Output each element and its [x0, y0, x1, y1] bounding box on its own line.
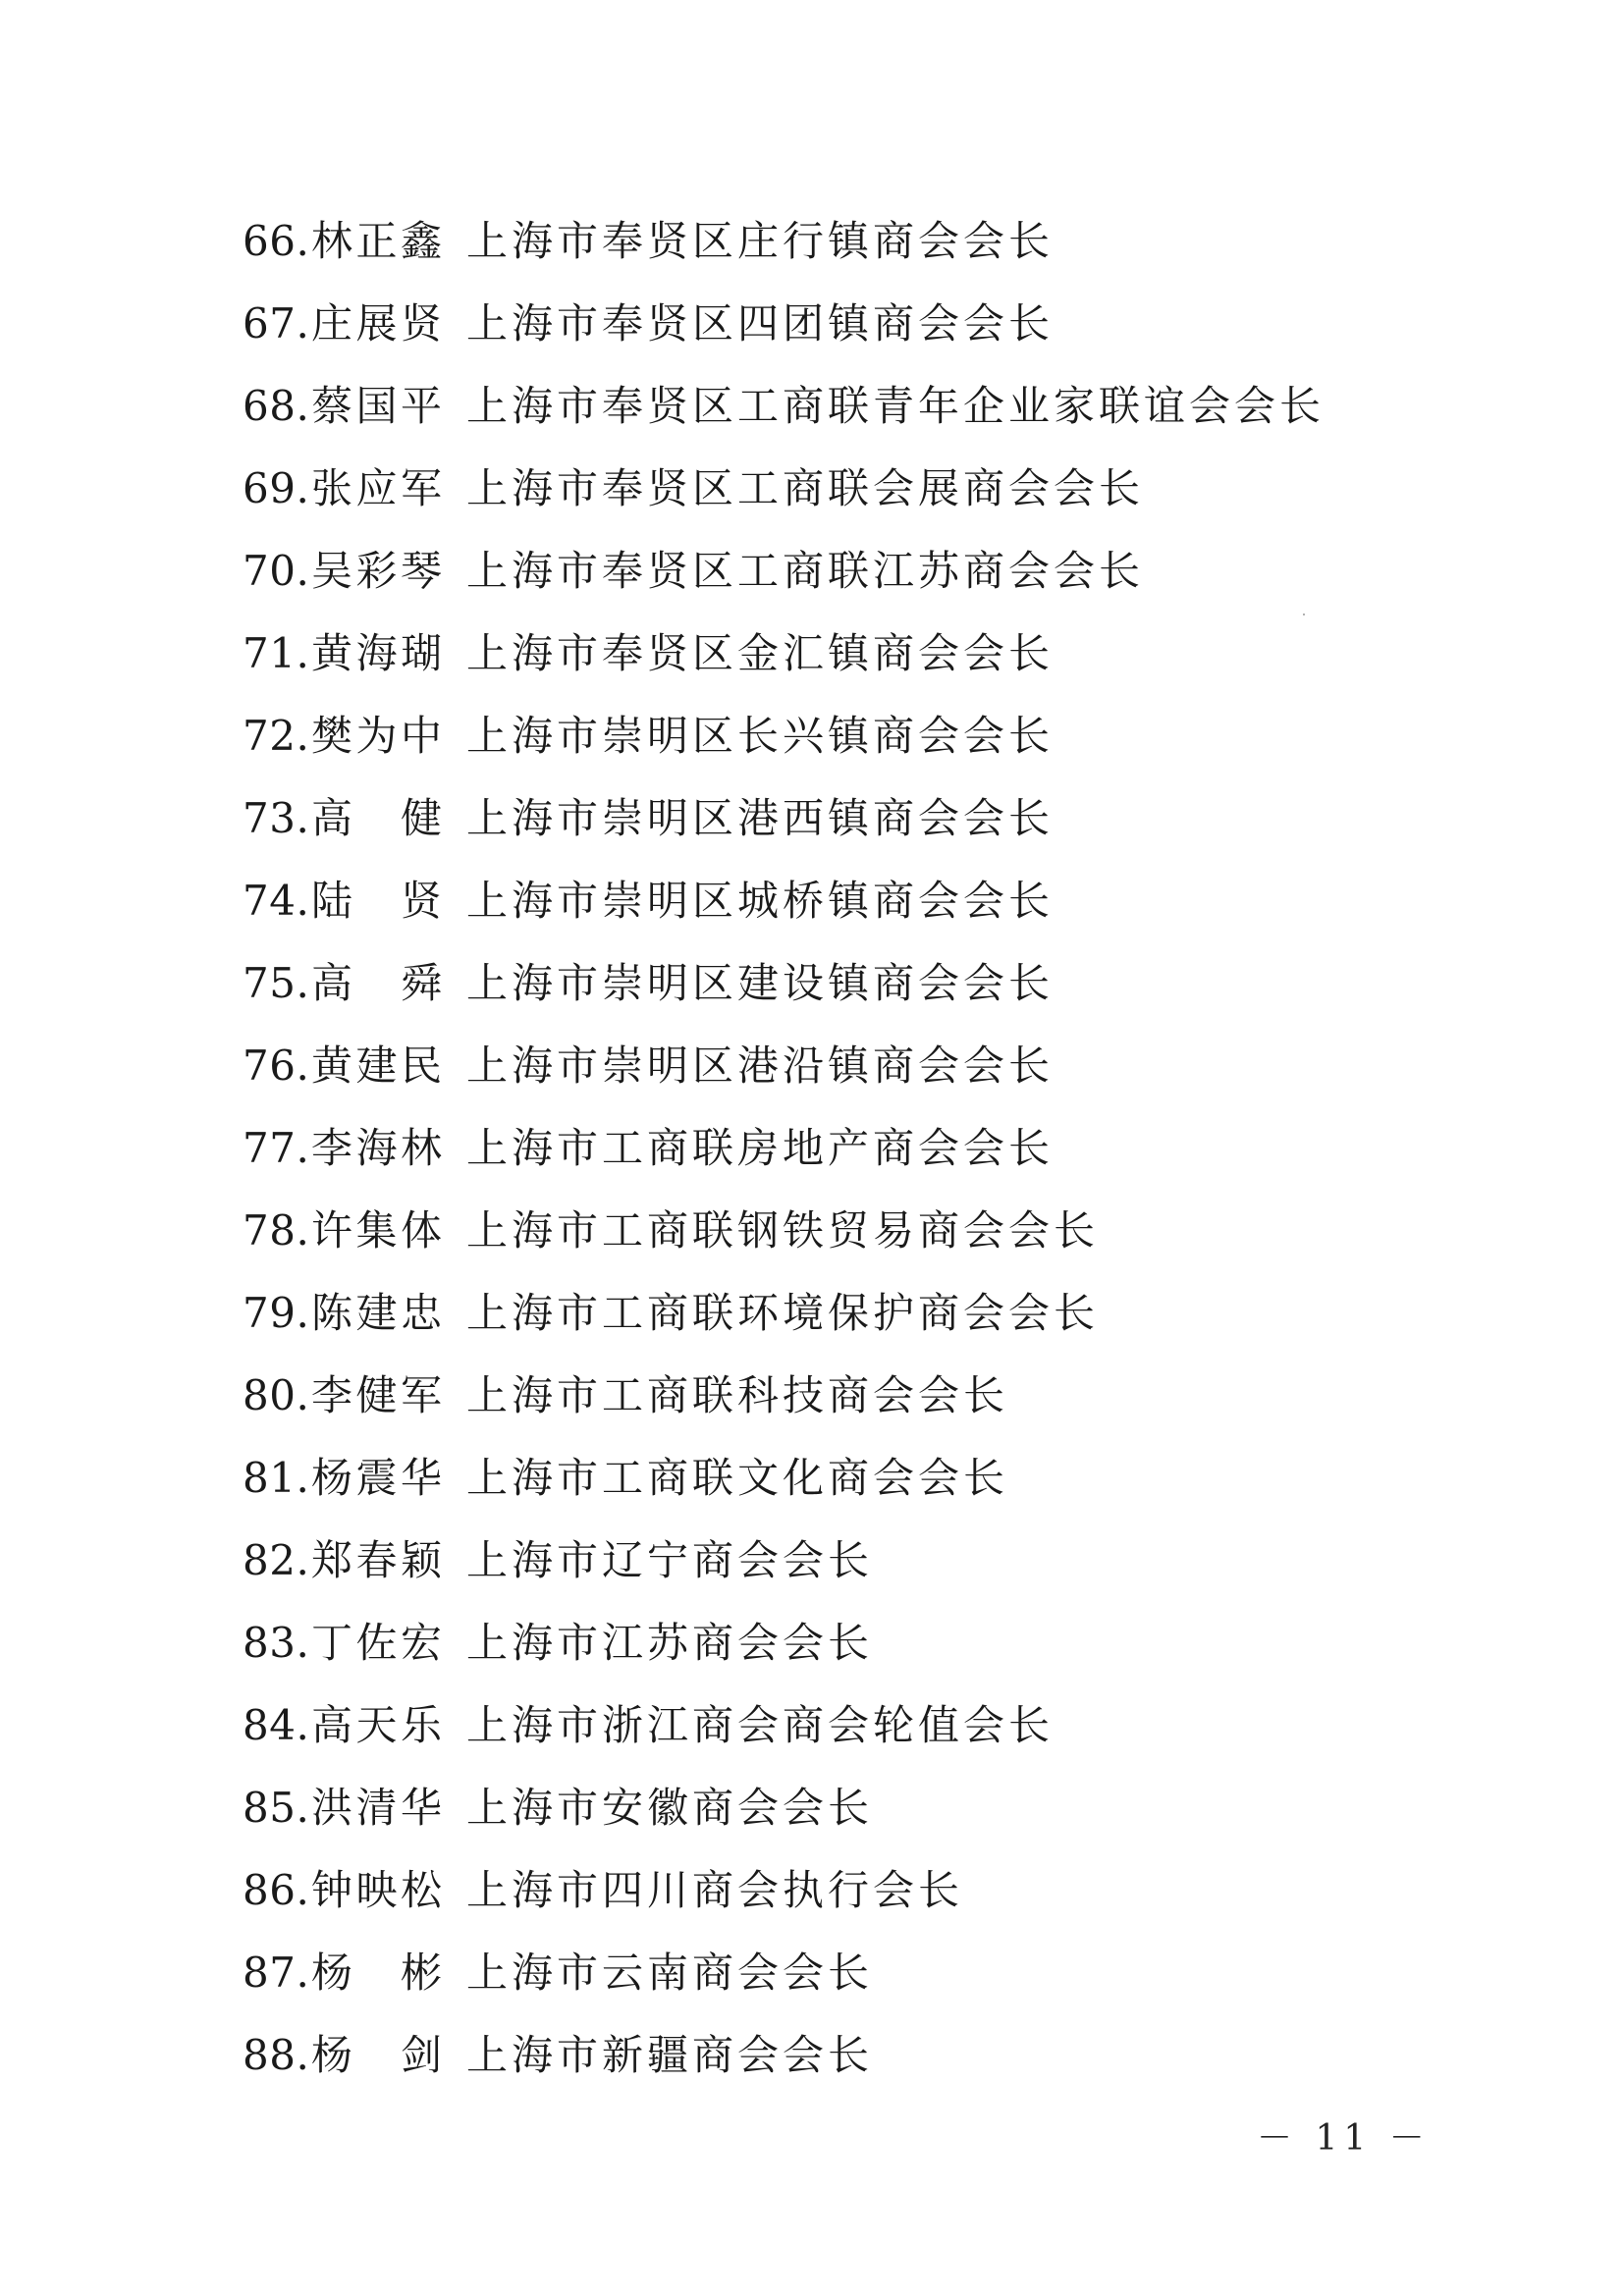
entry-title: 上海市崇明区港沿镇商会会长 [466, 1041, 1055, 1090]
entry-title: 上海市奉贤区工商联会展商会会长 [466, 464, 1145, 512]
entry-number: 73. [243, 794, 310, 842]
entry-name: 高健 [311, 794, 444, 842]
entry-number: 67. [243, 299, 310, 347]
entry-title: 上海市辽宁商会会长 [466, 1536, 874, 1584]
entry-number: 68. [243, 382, 310, 430]
entry-name: 郑春颖 [311, 1536, 444, 1584]
entry-name: 张应军 [311, 464, 444, 512]
list-item [243, 1113, 1421, 1196]
list-item [243, 1361, 1421, 1443]
entry-name: 许集体 [311, 1206, 444, 1255]
entry-name: 杨彬 [311, 1949, 444, 1997]
entry-title: 上海市奉贤区四团镇商会会长 [466, 299, 1055, 347]
entry-name: 李健军 [311, 1371, 444, 1419]
entry-name: 陆贤 [311, 877, 444, 925]
entry-name: 杨震华 [311, 1454, 444, 1502]
entry-title: 上海市新疆商会会长 [466, 2031, 874, 2079]
list-item [243, 1525, 1421, 1608]
entry-name: 吴彩琴 [311, 547, 444, 595]
list-item [243, 1690, 1421, 1773]
list-item [243, 289, 1421, 371]
entry-number: 71. [243, 629, 310, 677]
list-item [243, 948, 1421, 1031]
list-item [243, 536, 1421, 618]
list-item [243, 454, 1421, 536]
list-item [243, 1938, 1421, 2020]
entry-title: 上海市四川商会执行会长 [466, 1866, 964, 1914]
list-item [243, 783, 1421, 866]
entry-title: 上海市工商联科技商会会长 [466, 1371, 1009, 1419]
entry-title: 上海市崇明区城桥镇商会会长 [466, 877, 1055, 925]
member-list [243, 206, 1421, 2103]
entry-title: 上海市工商联房地产商会会长 [466, 1124, 1055, 1172]
entry-title: 上海市江苏商会会长 [466, 1619, 874, 1667]
entry-number: 66. [243, 217, 310, 265]
list-item [243, 1031, 1421, 1113]
list-item [243, 1196, 1421, 1278]
list-item [243, 2020, 1421, 2103]
entry-title: 上海市奉贤区庄行镇商会会长 [466, 217, 1055, 265]
entry-number: 82. [243, 1536, 310, 1584]
list-item [243, 866, 1421, 948]
entry-name: 高舜 [311, 959, 444, 1007]
entry-name: 庄展贤 [311, 299, 444, 347]
entry-title: 上海市云南商会会长 [466, 1949, 874, 1997]
page-number: － 11 － [1257, 2118, 1431, 2159]
entry-number: 69. [243, 464, 310, 512]
entry-title: 上海市崇明区港西镇商会会长 [466, 794, 1055, 842]
entry-title: 上海市奉贤区金汇镇商会会长 [466, 629, 1055, 677]
entry-title: 上海市安徽商会会长 [466, 1784, 874, 1832]
entry-number: 81. [243, 1454, 310, 1502]
entry-title: 上海市浙江商会商会轮值会长 [466, 1701, 1055, 1749]
entry-name: 杨剑 [311, 2031, 444, 2079]
entry-name: 李海林 [311, 1124, 444, 1172]
entry-number: 86. [243, 1866, 310, 1914]
list-item [243, 1278, 1421, 1361]
entry-name: 钟映松 [311, 1866, 444, 1914]
list-item [243, 1443, 1421, 1525]
entry-number: 72. [243, 712, 310, 760]
entry-name: 黄建民 [311, 1041, 444, 1090]
entry-number: 70. [243, 547, 310, 595]
entry-name: 蔡国平 [311, 382, 444, 430]
list-item [243, 618, 1421, 701]
entry-name: 樊为中 [311, 712, 444, 760]
entry-number: 74. [243, 877, 310, 925]
entry-number: 84. [243, 1701, 310, 1749]
entry-name: 高天乐 [311, 1701, 444, 1749]
entry-number: 75. [243, 959, 310, 1007]
entry-number: 87. [243, 1949, 310, 1997]
entry-title: 上海市奉贤区工商联江苏商会会长 [466, 547, 1145, 595]
entry-number: 88. [243, 2031, 310, 2079]
list-item [243, 1855, 1421, 1938]
entry-number: 83. [243, 1619, 310, 1667]
entry-number: 77. [243, 1124, 310, 1172]
entry-title: 上海市崇明区建设镇商会会长 [466, 959, 1055, 1007]
list-item [243, 701, 1421, 783]
list-item [243, 1608, 1421, 1690]
entry-number: 85. [243, 1784, 310, 1832]
list-item [243, 371, 1421, 454]
entry-name: 陈建忠 [311, 1289, 444, 1337]
entry-number: 76. [243, 1041, 310, 1090]
entry-name: 黄海瑚 [311, 629, 444, 677]
entry-number: 80. [243, 1371, 310, 1419]
entry-title: 上海市工商联文化商会会长 [466, 1454, 1009, 1502]
entry-number: 78. [243, 1206, 310, 1255]
list-item [243, 206, 1421, 289]
entry-number: 79. [243, 1289, 310, 1337]
list-item [243, 1773, 1421, 1855]
entry-name: 林正鑫 [311, 217, 444, 265]
entry-name: 丁佐宏 [311, 1619, 444, 1667]
scan-speck [1303, 614, 1305, 615]
entry-title: 上海市工商联钢铁贸易商会会长 [466, 1206, 1100, 1255]
entry-title: 上海市奉贤区工商联青年企业家联谊会会长 [466, 382, 1325, 430]
entry-title: 上海市崇明区长兴镇商会会长 [466, 712, 1055, 760]
entry-title: 上海市工商联环境保护商会会长 [466, 1289, 1100, 1337]
entry-name: 洪清华 [311, 1784, 444, 1832]
